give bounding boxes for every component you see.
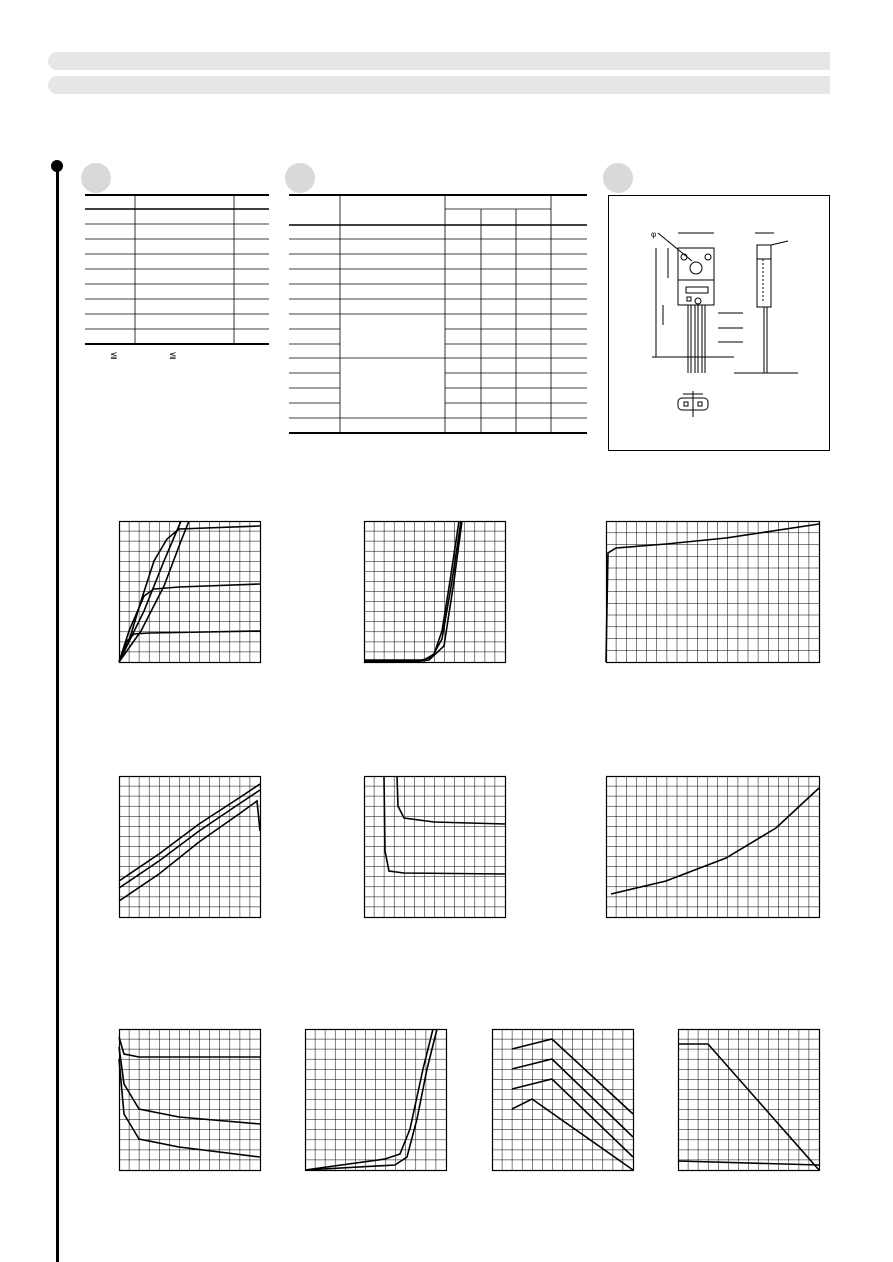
section-marker-package <box>603 163 633 193</box>
graph-frame <box>306 1030 447 1171</box>
margin-rule <box>56 165 59 1262</box>
section-marker-ratings <box>81 163 111 193</box>
graph-c10 <box>678 1029 820 1171</box>
section-marker-electrical <box>285 163 315 193</box>
graph-frame <box>607 777 820 918</box>
electrical-table <box>289 194 589 436</box>
diameter-symbol: φ <box>651 230 657 239</box>
graph-frame <box>120 522 261 663</box>
graph-c7 <box>119 1029 261 1171</box>
graph-c8 <box>305 1029 447 1171</box>
graph-c5 <box>364 776 506 918</box>
header-bar-bottom <box>48 76 830 94</box>
note-symbol-1: ≦ <box>110 350 118 360</box>
graph-c4 <box>119 776 261 918</box>
graph-frame <box>607 522 820 663</box>
ratings-table <box>85 194 270 346</box>
header-bar-top <box>48 52 830 70</box>
graph-curve <box>364 521 461 661</box>
margin-dot <box>51 160 63 172</box>
graph-c2 <box>364 521 506 663</box>
graph-c6 <box>606 776 820 918</box>
graph-c9 <box>492 1029 634 1171</box>
graph-c1 <box>119 521 261 663</box>
package-outline-drawing <box>608 195 831 451</box>
graph-frame <box>679 1030 820 1171</box>
graph-frame <box>365 522 506 663</box>
graph-curve <box>611 788 819 894</box>
note-symbol-2: ≦ <box>169 350 177 360</box>
graph-frame <box>120 1030 261 1171</box>
graph-curve <box>397 776 505 824</box>
graph-c3 <box>606 521 820 663</box>
graph-frame <box>493 1030 634 1171</box>
